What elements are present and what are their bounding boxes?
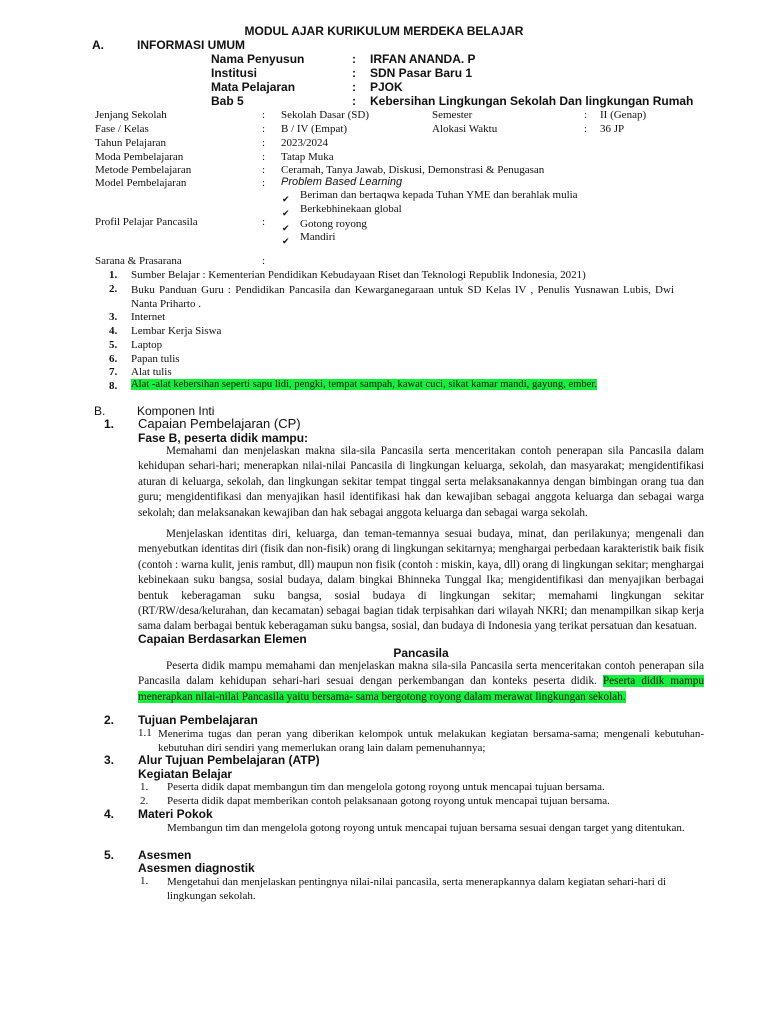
- header-label-penyusun: Nama Penyusun: [211, 52, 305, 66]
- info-label: Semester: [432, 109, 473, 121]
- info-colon: :: [262, 151, 266, 163]
- tujuan-item-number: 1.1: [138, 727, 152, 739]
- info-colon: :: [262, 177, 266, 189]
- profil-check-text: Gotong royong: [300, 218, 367, 230]
- header-colon: :: [352, 80, 356, 94]
- profil-check-text: Beriman dan bertaqwa kepada Tuhan YME dan berahlak mulia: [300, 189, 578, 201]
- list-item: Mengetahui dan menjelaskan pentingnya nilai-nilai pancasila, serta menerapkannya dalam kegiatan sehari-hari di lingkungan sekolah.: [167, 876, 667, 902]
- info-label: Metode Pembelajaran: [95, 164, 192, 176]
- section-number: 1.: [104, 417, 115, 431]
- list-item: Peserta didik dapat memberikan contoh pelaksanaan gotong royong untuk mencapai tujuan bersama.: [167, 795, 610, 807]
- info-colon: :: [262, 216, 266, 228]
- section-a-heading: INFORMASI UMUM: [137, 38, 245, 52]
- cp-heading: Capaian Pembelajaran (CP): [138, 416, 301, 431]
- materi-heading: Materi Pokok: [138, 807, 213, 821]
- info-value: Tatap Muka: [281, 151, 334, 163]
- profil-check-text: Mandiri: [300, 231, 336, 243]
- header-value-institusi: SDN Pasar Baru 1: [370, 66, 473, 80]
- profil-check-text: Berkebhinekaan global: [300, 203, 402, 215]
- elemen-heading: Capaian Berdasarkan Elemen: [138, 632, 307, 646]
- elemen-title: Pancasila: [393, 646, 449, 660]
- info-value: Sekolah Dasar (SD): [281, 109, 369, 121]
- info-label: Jenjang Sekolah: [95, 109, 167, 121]
- page-title: MODUL AJAR KURIKULUM MERDEKA BELAJAR: [244, 24, 524, 38]
- info-colon: :: [584, 123, 588, 135]
- header-colon: :: [352, 66, 356, 80]
- elemen-highlight: Peserta didik mampu menerapkan nilai-nilai Pancasila yaitu bersama- sama bergotong royong dalam merawat lingkungan sekolah.: [138, 675, 704, 703]
- info-label: Alokasi Waktu: [432, 123, 498, 135]
- info-value-model: Problem Based Learning: [281, 176, 403, 188]
- list-number: 1.: [140, 781, 149, 793]
- tujuan-heading: Tujuan Pembelajaran: [138, 713, 258, 727]
- list-item: Internet: [131, 311, 166, 323]
- info-colon: :: [584, 109, 588, 121]
- asesmen-subheading: Asesmen diagnostik: [138, 861, 255, 875]
- check-icon: [282, 231, 290, 249]
- header-label-bab: Bab 5: [211, 94, 244, 108]
- section-number: 4.: [104, 807, 115, 821]
- list-item: Alat tulis: [131, 366, 172, 378]
- atp-subheading: Kegiatan Belajar: [138, 767, 233, 781]
- list-number: 1.: [109, 269, 118, 281]
- list-item: Lembar Kerja Siswa: [131, 325, 222, 337]
- list-number: 1.: [140, 875, 149, 887]
- section-b-heading: Komponen Inti: [137, 404, 215, 418]
- list-number: 7.: [109, 366, 118, 378]
- asesmen-heading: Asesmen: [138, 848, 192, 862]
- list-item-highlighted: Alat -alat kebersihan seperti sapu lidi, pengki, tempat sampah, kawat cuci, sikat kamar mandi, gayung, ember.: [131, 379, 597, 390]
- materi-text: Membangun tim dan mengelola gotong royong untuk mencapai tujuan bersama sesuai dengan target yang ditentukan.: [167, 822, 685, 834]
- list-item: Buku Panduan Guru : Pendidikan Pancasila dan Kewarganegaraan untuk SD Kelas IV , Penulis Yusnawan Lubis, Dwi Nanta Priharto .: [131, 284, 674, 310]
- list-item: Laptop: [131, 339, 163, 351]
- list-number: 6.: [109, 353, 118, 365]
- info-label: Moda Pembelajaran: [95, 151, 184, 163]
- info-colon: :: [262, 123, 266, 135]
- list-number: 2.: [109, 283, 118, 295]
- info-colon: :: [262, 137, 266, 149]
- section-number: 3.: [104, 753, 115, 767]
- info-label: Fase / Kelas: [95, 123, 149, 135]
- header-label-institusi: Institusi: [211, 66, 258, 80]
- info-colon: :: [262, 164, 266, 176]
- header-colon: :: [352, 94, 356, 108]
- cp-subheading: Fase B, peserta didik mampu:: [138, 431, 309, 445]
- tujuan-item-text: Menerima tugas dan peran yang diberikan kelompok untuk melakukan kegiatan bersama-sama; mengenali kebutuhan-kebutuhan diri sendiri yang memerlukan orang lain dalam pemenuhannya;: [158, 728, 704, 754]
- section-b-letter: B.: [94, 404, 106, 418]
- info-value: Ceramah, Tanya Jawab, Diskusi, Demonstrasi & Penugasan: [281, 164, 545, 176]
- list-number: 5.: [109, 339, 118, 351]
- cp-paragraph-2: Menjelaskan identitas diri, keluarga, dan teman-temannya sesuai budaya, minat, dan perilakunya; mengenali dan menyebutkan identitas diri (fisik dan non-fisik) orang di lingkungan sekitarnya; menghargai perbedaan karakteristik baik fisik (contoh : warna kulit, jenis rambut, dll) maupun non fisik (contoh : miskin, kaya, dll) orang di lingkungan sekitar; menghargai kebinekaan suku bangsa, sosial budaya, dalam bingkai Bhinneka Tunggal Ika; mengidentifikasi dan menyajikan berbagai bentuk keberagaman suku bangsa, sosial budaya di lingkungan sekitar; memahami lingkungan sekitar (RT/RW/desa/kelurahan, dan kecamatan) sebagai bagian tidak terpisahkan dari wilayah NKRI; dan menampilkan sikap kerja sama dalam berbagai bentuk keberagaman suku bangsa, sosial, dan budaya di Indonesia yang terikat persatuan dan kesatuan.: [138, 528, 704, 633]
- list-number: 3.: [109, 311, 118, 323]
- info-label: Tahun Pelajaran: [95, 137, 167, 149]
- list-number: 8.: [109, 380, 118, 392]
- info-value: B / IV (Empat): [281, 123, 348, 135]
- section-a-letter: A.: [92, 38, 104, 52]
- atp-heading: Alur Tujuan Pembelajaran (ATP): [138, 753, 320, 767]
- info-value: 2023/2024: [281, 137, 329, 149]
- header-value-penyusun: IRFAN ANANDA. P: [370, 52, 476, 66]
- info-value: 36 JP: [600, 123, 625, 135]
- list-number: 2.: [140, 795, 149, 807]
- cp-paragraph-1: Memahami dan menjelaskan makna sila-sila Pancasila serta menceritakan contoh penerapan sila Pancasila dalam kehidupan sehari-hari; menerapkan nilai-nilai Pancasila di lingkungan keluarga, sekolah, dan masyarakat; mengidentifikasi aturan di keluarga, sekolah, dan lingkungan sekitar tempat tinggal serta melaksanakannya dengan bimbingan orang tua dan guru; mengidentifikasi dan menyajikan hasil identifikasi hak dan kewajiban sebagai anggota keluarga dan sebagai warga sekolah; dan melaksanakan kewajiban dan hak sebagai anggota keluarga dan sebagai warga sekolah.: [138, 445, 704, 519]
- list-item: Sumber Belajar : Kementerian Pendidikan Kebudayaan Riset dan Teknologi Republik Indonesia, 2021): [131, 269, 586, 281]
- info-label: Model Pembelajaran: [95, 177, 187, 189]
- section-number: 5.: [104, 848, 115, 862]
- header-colon: :: [352, 52, 356, 66]
- sarana-colon: :: [262, 255, 266, 267]
- sarana-label: Sarana & Prasarana: [95, 255, 182, 267]
- list-item: Peserta didik dapat membangun tim dan mengelola gotong royong untuk mencapai tujuan bersama.: [167, 781, 605, 793]
- header-value-mapel: PJOK: [370, 80, 403, 94]
- list-number: 4.: [109, 325, 118, 337]
- list-item: Papan tulis: [131, 353, 180, 365]
- section-number: 2.: [104, 713, 115, 727]
- elemen-paragraph: Peserta didik mampu memahami dan menjelaskan makna sila-sila Pancasila serta menceritakan contoh penerapan sila Pancasila dalam kehidupan sehari-hari sesuai dengan perkembangan dan konteks peserta didik. Peserta didik mampu menerapkan nilai-nilai Pancasila yaitu bersama- sama bergotong royong dalam merawat lingkungan sekolah.: [138, 660, 704, 703]
- header-label-mapel: Mata Pelajaran: [211, 80, 296, 94]
- info-value: II (Genap): [600, 109, 647, 121]
- info-colon: :: [262, 109, 266, 121]
- info-label: Profil Pelajar Pancasila: [95, 216, 198, 228]
- header-value-bab: Kebersihan Lingkungan Sekolah Dan lingkungan Rumah: [370, 94, 694, 108]
